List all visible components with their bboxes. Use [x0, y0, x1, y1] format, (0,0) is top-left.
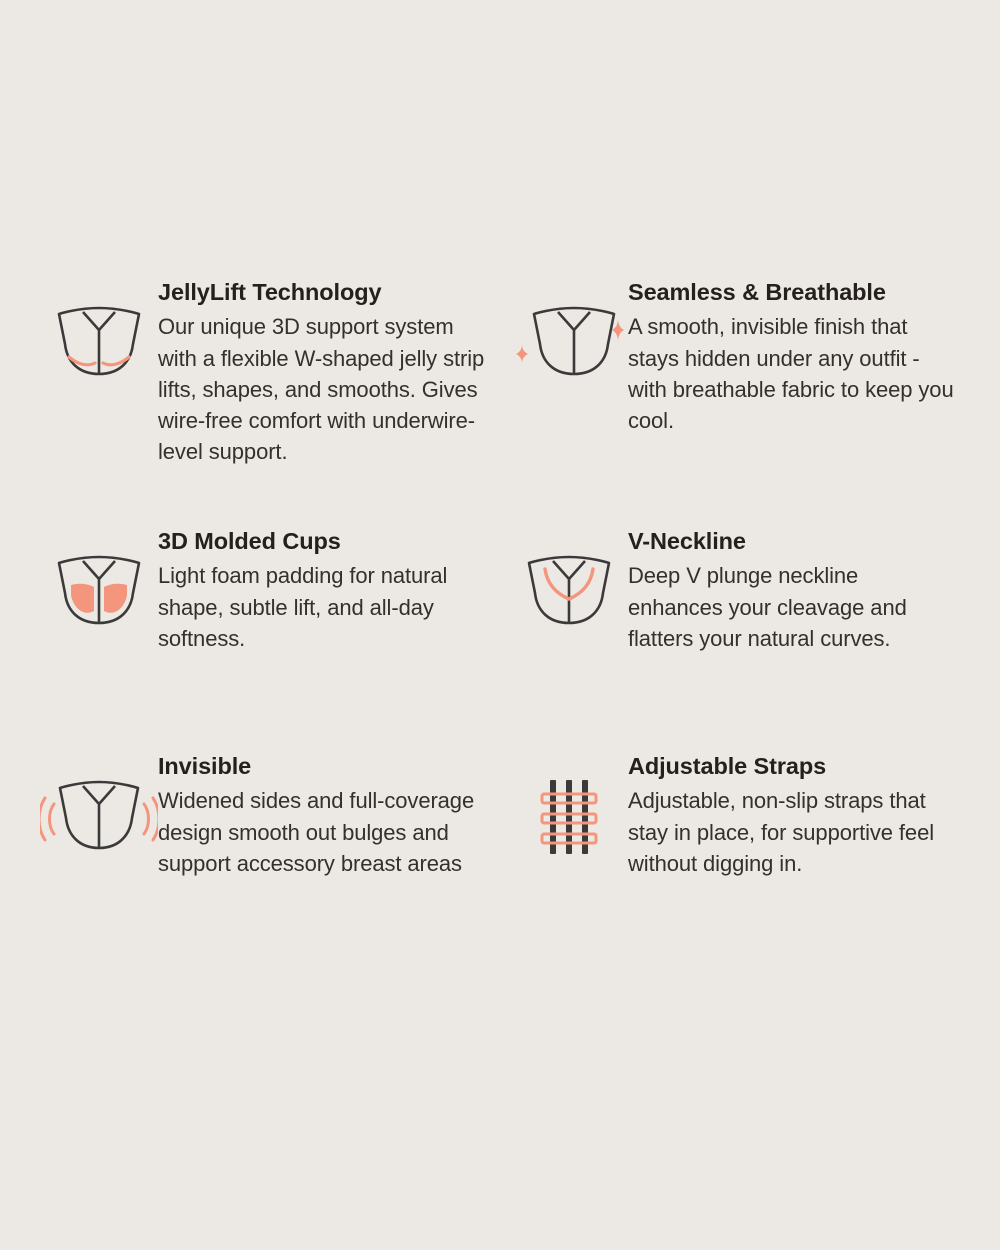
feature-jellylift-technology — [40, 278, 490, 527]
feature-title: Invisible — [158, 753, 252, 779]
feature-adjustable-straps — [510, 752, 960, 952]
feature-description: Widened sides and full-coverage design smooth out bulges and support accessory breast areas — [158, 788, 475, 876]
feature-text — [158, 752, 490, 879]
feature-title: 3D Molded Cups — [158, 528, 341, 554]
bra-v-neckline-icon — [510, 527, 628, 635]
feature-invisible — [40, 752, 490, 952]
adjustable-straps-icon — [510, 752, 628, 860]
feature-description: Light foam padding for natural shape, subtle lift, and all-day softness. — [158, 563, 448, 651]
feature-3d-molded-cups — [40, 527, 490, 752]
feature-text — [158, 527, 490, 654]
feature-title: JellyLift Technology — [158, 279, 382, 305]
bra-molded-cups-icon — [40, 527, 158, 635]
feature-text — [628, 527, 960, 654]
bra-smoothing-icon — [40, 752, 158, 860]
feature-title: Seamless & Breathable — [628, 279, 886, 305]
feature-description: Deep V plunge neckline enhances your cleavage and flatters your natural curves. — [628, 563, 907, 651]
feature-description: A smooth, invisible finish that stays hidden under any outfit - with breathable fabric to keep you cool. — [628, 314, 954, 434]
feature-description: Our unique 3D support system with a flexible W-shaped jelly strip lifts, shapes, and smooths. Gives wire-free comfort with underwire-level support. — [158, 314, 485, 465]
feature-text — [628, 752, 960, 879]
feature-title: Adjustable Straps — [628, 753, 827, 779]
bra-sparkle-icon — [510, 278, 628, 386]
feature-title: V-Neckline — [628, 528, 746, 554]
feature-text — [628, 278, 960, 436]
feature-text — [158, 278, 490, 468]
feature-grid — [40, 278, 960, 952]
feature-description: Adjustable, non-slip straps that stay in place, for supportive feel without digging in. — [628, 788, 934, 876]
feature-seamless-breathable — [510, 278, 960, 527]
bra-jelly-strip-icon — [40, 278, 158, 386]
feature-v-neckline — [510, 527, 960, 752]
